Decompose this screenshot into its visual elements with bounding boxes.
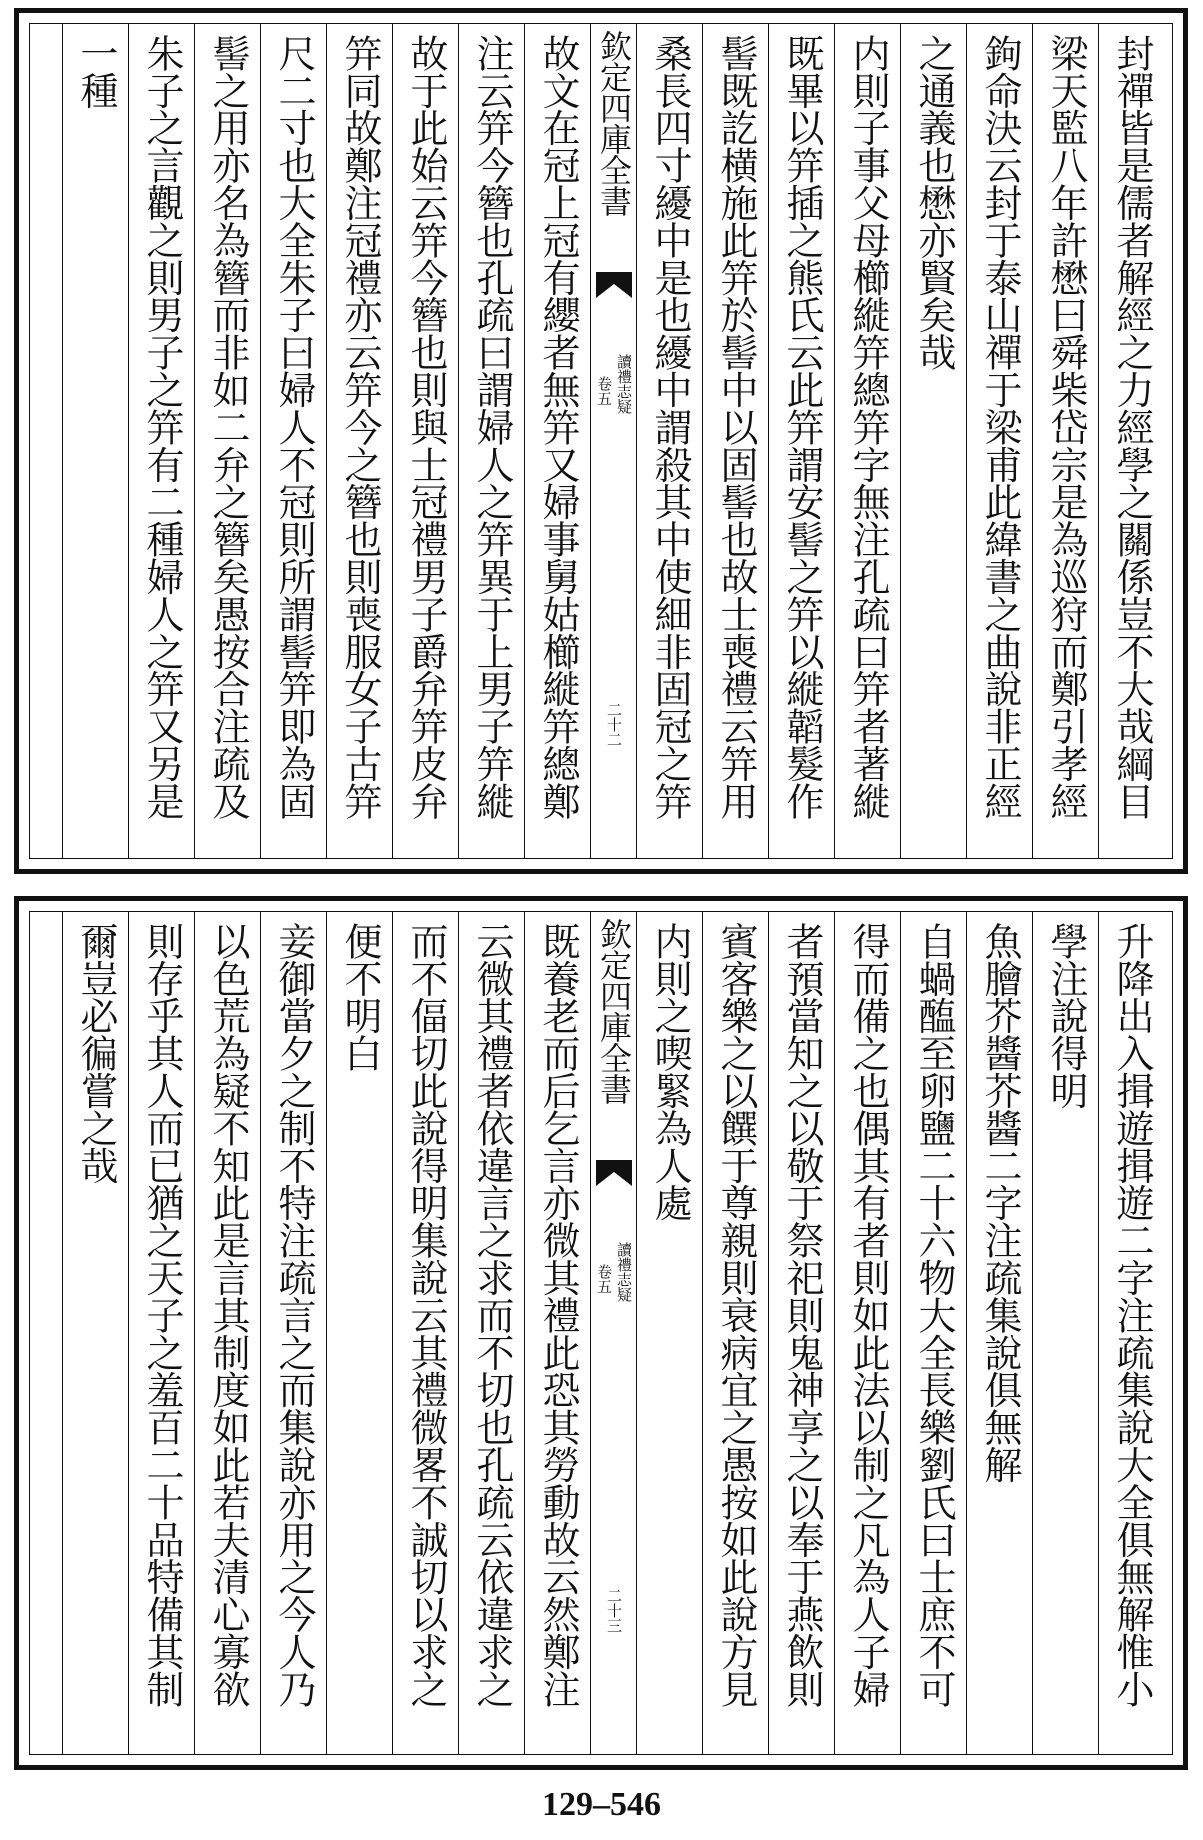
text-column bbox=[966, 912, 1032, 1754]
column-text: 笄同故鄭注冠禮亦云笄今之簪也則喪服女子古笄 bbox=[338, 34, 382, 820]
column-text: 而不偪切此說得明集說云其禮微畧不誠切以求之 bbox=[404, 922, 448, 1708]
text-column bbox=[62, 912, 128, 1754]
lower-book-page bbox=[14, 896, 1188, 1770]
text-column bbox=[326, 912, 392, 1754]
collection-title: 欽定四庫全書 bbox=[595, 30, 633, 216]
column-text: 得而備之也偶其有者則如此法以制之凡為人子婦 bbox=[846, 922, 890, 1708]
column-text: 妾御當夕之制不特注疏言之而集說亦用之今人乃 bbox=[272, 922, 316, 1708]
text-column bbox=[260, 24, 326, 858]
column-text: 便不明白 bbox=[338, 922, 382, 1072]
upper-book-page bbox=[14, 8, 1188, 874]
column-text: 一種 bbox=[74, 34, 118, 109]
column-text: 學注說得明 bbox=[1044, 922, 1088, 1110]
column-text: 桑長四寸纋中是也纋中謂殺其中使細非固冠之笄 bbox=[648, 34, 692, 820]
text-column bbox=[636, 24, 702, 858]
column-text: 魚膾芥醬芥醬二字注疏集說俱無解 bbox=[978, 922, 1022, 1484]
column-text: 爾豈必徧嘗之哉 bbox=[74, 922, 118, 1184]
text-column bbox=[458, 912, 524, 1754]
column-text: 既養老而后乞言亦微其禮此恐其勞動故云然鄭注 bbox=[536, 922, 580, 1708]
text-column bbox=[702, 24, 768, 858]
column-text: 朱子之言觀之則男子之笄有二種婦人之笄又另是 bbox=[140, 34, 184, 820]
text-column bbox=[260, 912, 326, 1754]
column-text: 則存乎其人而已猶之天子之羞百二十品特備其制 bbox=[140, 922, 184, 1708]
column-text: 故文在冠上冠有纓者無笄又婦事舅姑櫛縰笄總鄭 bbox=[536, 34, 580, 820]
text-column bbox=[326, 24, 392, 858]
text-column bbox=[768, 24, 834, 858]
lower-page-frame bbox=[29, 911, 1173, 1755]
text-column bbox=[62, 24, 128, 858]
column-text: 自蝸醢至卵鹽二十六物大全長樂劉氏曰士庶不可 bbox=[912, 922, 956, 1708]
text-column bbox=[524, 24, 590, 858]
column-text: 云微其禮者依違言之求而不切也孔疏云依違求之 bbox=[470, 922, 514, 1708]
text-column bbox=[966, 24, 1032, 858]
text-column bbox=[900, 24, 966, 858]
text-column bbox=[392, 912, 458, 1754]
text-column bbox=[194, 24, 260, 858]
book-title: 讀禮志疑 bbox=[615, 1242, 633, 1302]
text-column bbox=[834, 912, 900, 1754]
text-column bbox=[128, 24, 194, 858]
text-column bbox=[768, 912, 834, 1754]
collection-title: 欽定四庫全書 bbox=[595, 918, 633, 1104]
fishtail-ornament-icon bbox=[596, 272, 632, 298]
text-column bbox=[1098, 24, 1164, 858]
text-column bbox=[1098, 912, 1164, 1754]
column-text: 既畢以笄插之熊氏云此笄謂安髻之笄以縰韜髮作 bbox=[780, 34, 824, 820]
column-text: 者預當知之以敬于祭祀則鬼神享之以奉于燕飲則 bbox=[780, 922, 824, 1708]
text-column bbox=[702, 912, 768, 1754]
text-column bbox=[524, 912, 590, 1754]
center-fold-column bbox=[590, 912, 636, 1754]
column-text: 髻既訖横施此笄於髻中以固髻也故士喪禮云笄用 bbox=[714, 34, 758, 820]
fishtail-ornament-icon bbox=[596, 1160, 632, 1186]
column-text: 賓客樂之以饌于尊親則衰病宜之愚按如此說方見 bbox=[714, 922, 758, 1708]
column-text: 内則之喫緊為人處 bbox=[648, 922, 692, 1222]
column-text: 尺二寸也大全朱子曰婦人不冠則所謂髻笄即為固 bbox=[272, 34, 316, 820]
text-column bbox=[458, 24, 524, 858]
upper-page-frame bbox=[29, 23, 1173, 859]
column-text: 之通義也懋亦賢矣哉 bbox=[912, 34, 956, 371]
center-fold-column bbox=[590, 24, 636, 858]
column-text: 注云笄今簪也孔疏曰謂婦人之笄異于上男子笄縰 bbox=[470, 34, 514, 820]
text-column bbox=[834, 24, 900, 858]
column-text: 内則子事父母櫛縰笄總笄字無注孔疏曰笄者著縰 bbox=[846, 34, 890, 820]
book-title: 讀禮志疑 bbox=[615, 354, 633, 414]
column-text: 以色荒為疑不知此是言其制度如此若夫清心寡欲 bbox=[206, 922, 250, 1708]
page-number: 二十三 bbox=[605, 1588, 623, 1633]
page-reference: 129–546 bbox=[542, 1786, 661, 1823]
text-column bbox=[1032, 24, 1098, 858]
column-text: 故于此始云笄今簪也則與士冠禮男子爵弁笄皮弁 bbox=[404, 34, 448, 820]
column-text: 髻之用亦名為簪而非如二弁之簪矣愚按合注疏及 bbox=[206, 34, 250, 820]
column-text: 升降出入揖遊揖遊二字注疏集說大全俱無解惟小 bbox=[1110, 922, 1154, 1708]
text-column bbox=[636, 912, 702, 1754]
volume-number: 卷五 bbox=[595, 376, 613, 406]
column-text: 封禪皆是儒者解經之力經學之關係豈不大哉綱目 bbox=[1110, 34, 1154, 820]
text-column bbox=[128, 912, 194, 1754]
text-column bbox=[1032, 912, 1098, 1754]
volume-number: 卷五 bbox=[595, 1264, 613, 1294]
text-column bbox=[194, 912, 260, 1754]
column-text: 梁天監八年許懋曰舜柴岱宗是為巡狩而鄭引孝經 bbox=[1044, 34, 1088, 820]
text-column bbox=[900, 912, 966, 1754]
text-column bbox=[392, 24, 458, 858]
page-number: 二十二 bbox=[605, 702, 623, 747]
column-text: 鉤命決云封于泰山禪于梁甫此緯書之曲說非正經 bbox=[978, 34, 1022, 820]
